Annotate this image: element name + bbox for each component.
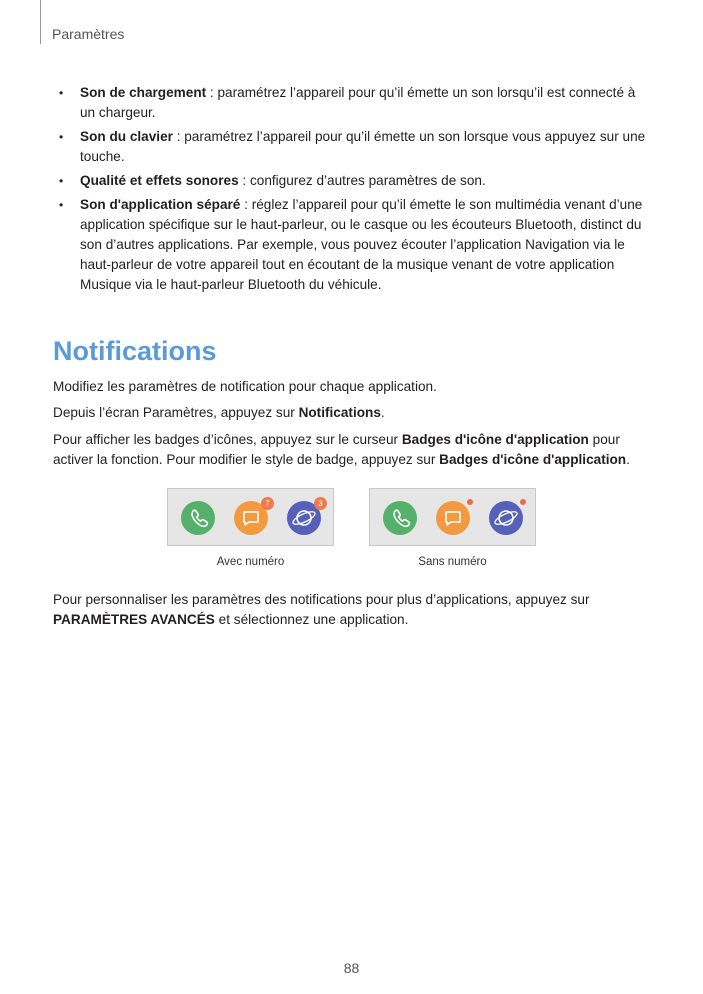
list-item	[58, 171, 648, 191]
list-item	[58, 195, 648, 295]
list-item-term: Qualité et effets sonores	[80, 173, 239, 188]
badge-count: 7	[261, 497, 274, 510]
list-item-term: Son du clavier	[80, 129, 173, 144]
bullet-icon: •	[59, 174, 64, 188]
bullet-icon: •	[59, 86, 64, 100]
badge-count: 3	[314, 497, 327, 510]
advanced-text: et sélectionnez une application.	[214, 612, 409, 627]
list-item-text: : réglez l’appareil pour qu’il émette le son multimédia venant d’une application spécifique sur le haut-parleur, ou le casque ou les écouteurs Bluetooth, distinct du son d’autres applications. Par exemple, vous pouvez écouter l’application Navigation via le haut-parleur de votre appareil tout en écoutant de la musique venant de votre application Musique via le haut-parleur Bluetooth du véhicule.	[80, 197, 643, 292]
list-item-text: : paramétrez l’appareil pour qu’il émette un son lorsque vous appuyez sur une touche.	[80, 129, 646, 164]
badge-dot	[467, 499, 473, 505]
running-header: Paramètres	[52, 26, 125, 42]
figure-caption: Avec numéro	[216, 556, 285, 568]
message-icon	[234, 501, 268, 535]
instruction-text: Depuis l’écran Paramètres, appuyez sur	[53, 405, 299, 420]
badge-dot	[520, 499, 526, 505]
phone-icon	[181, 501, 215, 535]
badge-with-number-screenshot	[167, 488, 334, 546]
phone-icon	[383, 501, 417, 535]
bullet-icon: •	[59, 198, 64, 212]
menu-term: PARAMÈTRES AVANCÉS	[53, 612, 215, 627]
bullet-icon: •	[59, 130, 64, 144]
menu-term: Badges d'icône d'application	[401, 432, 589, 447]
badge-text: .	[626, 452, 630, 467]
advanced-settings-paragraph	[53, 590, 613, 630]
advanced-text: Pour personnaliser les paramètres des notifications pour plus d’applications, appuyez sur	[53, 592, 590, 607]
sound-options-list	[58, 83, 648, 299]
instruction-paragraph	[53, 403, 653, 423]
list-item	[58, 83, 648, 123]
internet-icon	[287, 501, 321, 535]
badge-paragraph	[53, 430, 653, 470]
menu-term: Badges d'icône d'application	[439, 452, 627, 467]
list-item-term: Son d'application séparé	[80, 197, 241, 212]
menu-term: Notifications	[298, 405, 381, 420]
list-item	[58, 127, 648, 167]
list-item-text: : paramétrez l’appareil pour qu’il émette un son lorsqu’il est connecté à un chargeur.	[80, 85, 636, 120]
list-item-text: : configurez d’autres paramètres de son.	[238, 173, 486, 188]
instruction-text: .	[380, 405, 385, 420]
badge-text: pour activer la fonction. Pour modifier le style de badge, appuyez sur	[53, 432, 620, 467]
list-item-term: Son de chargement	[80, 85, 207, 100]
section-title: Notifications	[53, 336, 217, 366]
intro-paragraph: Modifiez les paramètres de notification pour chaque application.	[53, 379, 437, 394]
badge-text: Pour afficher les badges d’icônes, appuyez sur le curseur	[53, 432, 402, 447]
figure-caption: Sans numéro	[418, 556, 487, 568]
internet-icon	[489, 501, 523, 535]
message-icon	[436, 501, 470, 535]
header-rule	[40, 0, 41, 44]
badge-without-number-screenshot	[369, 488, 536, 546]
page-number: 88	[343, 960, 360, 976]
